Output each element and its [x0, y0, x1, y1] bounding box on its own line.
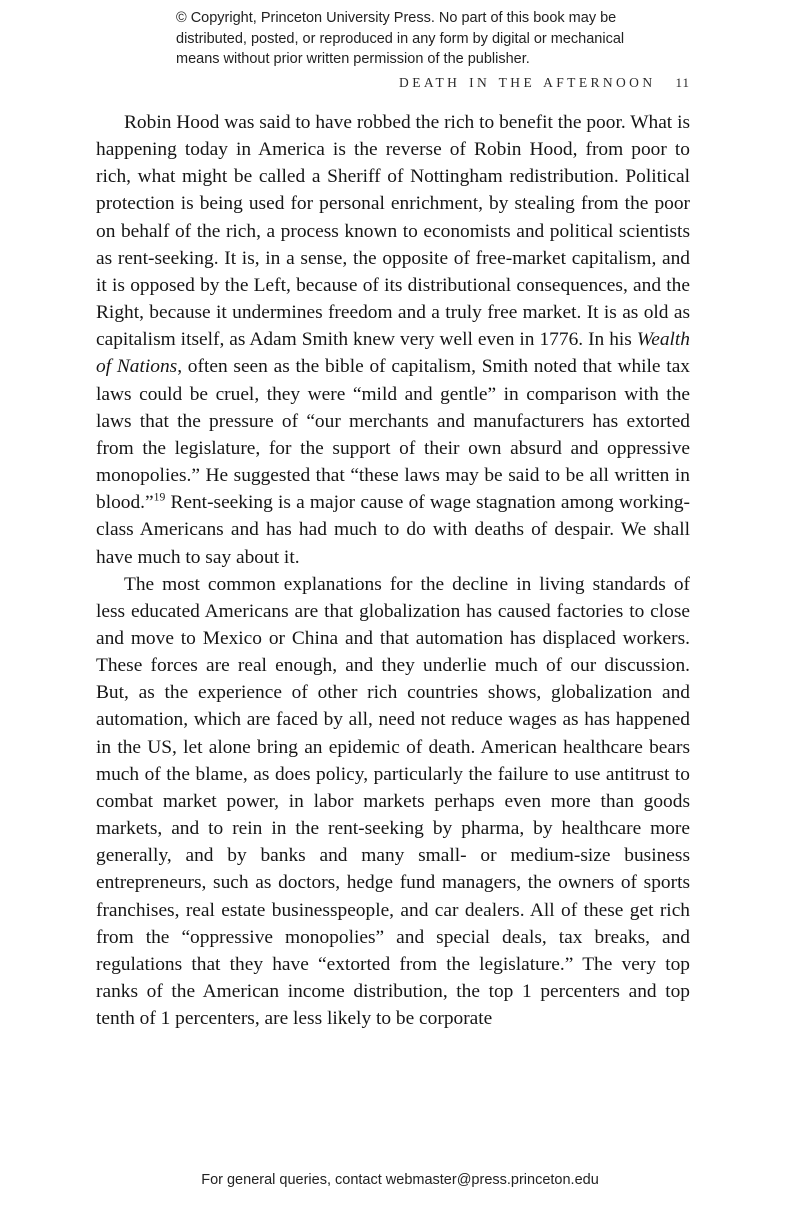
paragraph-2-text: The most common explanations for the decline in living standards of less educated Americans are that globalization has caused factories to close and move to Mexico or China and that automation has displaced workers. These forces are real enough, and they underlie much of our discussion. But, as the experience of other rich countries shows, globalization and automation, which are faced by all, need not reduce wages as has happened in the US, let alone bring an epidemic of death. American healthcare bears much of the blame, as does policy, particularly the failure to use antitrust to combat market power, in labor markets perhaps even more than goods markets, and to rein in the rent-seeking by pharma, by healthcare more generally, and by banks and many small- or medium-size business entrepreneurs, such as doctors, hedge fund managers, the owners of sports franchises, real estate businesspeople, and car dealers. All of these get rich from the “oppressive monopolies” and special deals, tax breaks, and regulations that they have “extorted from the legislature.” The very top ranks of the American income distribution, the top 1 percenters and top tenth of 1 percenters, are less likely to be corporate: [96, 573, 690, 1030]
body-text: [96, 109, 690, 1032]
paragraph-1: [96, 109, 690, 571]
copyright-notice: [176, 8, 656, 70]
copyright-line-2: distributed, posted, or reproduced in any form by digital or mechanical: [176, 30, 625, 47]
book-title-italic: Wealth of Nations: [96, 329, 690, 378]
copyright-line-1: © Copyright, Princeton University Press. No part of this book may be: [176, 10, 617, 26]
copyright-line-3: means without prior written permission of the publisher.: [176, 51, 530, 67]
running-head-chapter-title: DEATH IN THE AFTERNOON: [399, 75, 656, 90]
footer-contact-line: For general queries, contact webmaster@press.princeton.edu: [201, 1172, 599, 1188]
paragraph-1-text-before-italic: Robin Hood was said to have robbed the rich to benefit the poor. What is happening today in America is the reverse of Robin Hood, from poor to rich, what might be called a Sheriff of Nottingham redistribution. Political protection is being used for personal enrichment, by stealing from the poor on behalf of the rich, a process known to economists and political scientists as rent-seeking. It is, in a sense, the opposite of free-market capitalism, and it is opposed by the Left, because of its distributional consequences, and the Right, because it undermines freedom and a truly free market. It is as old as capitalism itself, as Adam Smith knew very well even in 1776. In his: [96, 112, 690, 351]
paragraph-2: [96, 571, 690, 1033]
running-head: [96, 75, 690, 91]
page-number: 11: [675, 75, 690, 90]
footnote-reference-19: 19: [153, 490, 166, 504]
paragraph-1-text-after-italic: , often seen as the bible of capitalism, Smith noted that while tax laws could be cruel, they were “mild and gentle” in comparison with the laws that the pressure of “our merchants and manufacturers has extorted from the legislature, for the support of their own absurd and oppressive monopolies.” He suggested that “these laws may be said to be all written in blood.”: [96, 356, 690, 514]
paragraph-1-text-after-footnote: Rent-seeking is a major cause of wage stagnation among working-class Americans and has had much to do with deaths of despair. We shall have much to say about it.: [96, 492, 690, 568]
page-footer: [0, 1172, 800, 1188]
